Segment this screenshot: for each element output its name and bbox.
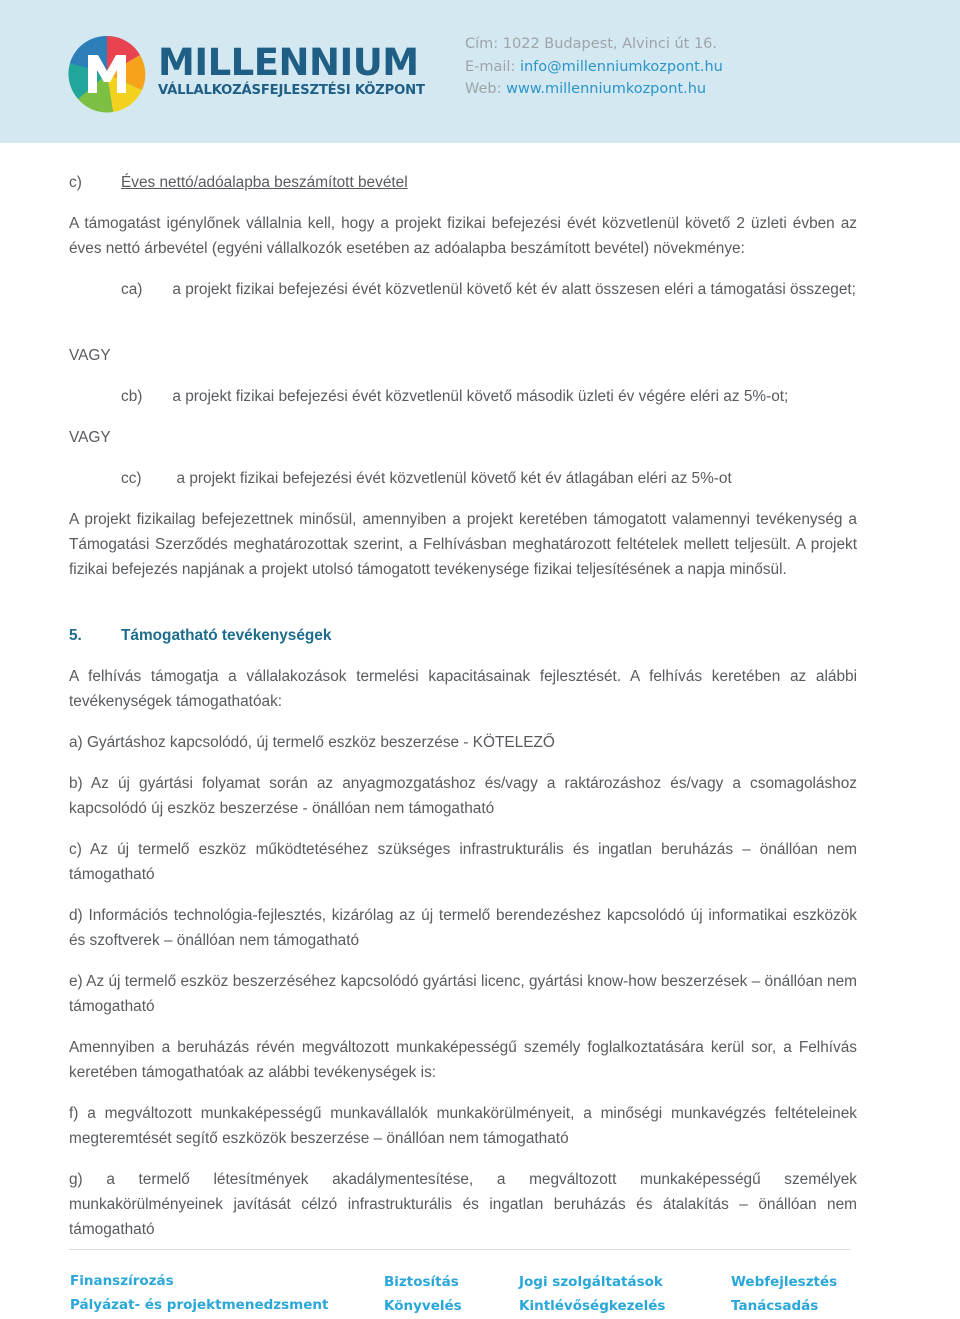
- web-line: [465, 78, 723, 101]
- option-ca-label: ca): [121, 281, 143, 298]
- option-cb: [121, 384, 857, 409]
- brand-subtitle: VÁLLALKOZÁSFEJLESZTÉSI KÖZPONT: [158, 83, 425, 98]
- option-ca: [121, 277, 857, 302]
- subsection-c-title: Éves nettó/adóalapba beszámított bevétel: [121, 174, 408, 191]
- activity-item-d: d) Információs technológia-fejlesztés, kizárólag az új termelő berendezéshez kapcsolódó új informatikai eszközök és szoftverek – önállóan nem támogatható: [69, 907, 857, 949]
- section-intro: A felhívás támogatja a vállalakozások termelési kapacitásainak fejlesztését. A felhívás keretében az alábbi tevékenységek támogathatóak:: [69, 668, 857, 710]
- web-label: Web:: [465, 81, 502, 97]
- section-title: Támogatható tevékenységek: [121, 627, 332, 644]
- option-cb-label: cb): [121, 388, 143, 405]
- or-separator: VAGY: [69, 429, 111, 446]
- footer-link-insurance[interactable]: Biztosítás: [384, 1274, 459, 1290]
- brand-name: MILLENNIUM: [158, 41, 419, 84]
- millennium-logo-icon: [68, 35, 146, 113]
- footer-link-web-development[interactable]: Webfejlesztés: [731, 1274, 838, 1290]
- footer-link-legal-services[interactable]: Jogi szolgáltatások: [519, 1274, 663, 1290]
- footer-link-project-management[interactable]: Pályázat- és projektmenedzsment: [70, 1297, 329, 1313]
- option-cc: [121, 466, 857, 491]
- section-heading: [69, 623, 332, 648]
- disability-intro: Amennyiben a beruházás révén megváltozott munkaképességű személy foglalkoztatására kerül sor, a Felhívás keretében támogathatóak az alábbi tevékenységek is:: [69, 1039, 857, 1081]
- subsection-c-label: c): [69, 174, 82, 191]
- activity-item-g: g) a termelő létesítmények akadálymentesítése, a megváltozott munkaképességű személyek munkakörülményeinek javítását célzó infrastrukturális és ingatlan beruházás és átalakítás – önállóan nem támogatható: [69, 1171, 857, 1238]
- footer-link-debt-collection[interactable]: Kintlévőségkezelés: [519, 1298, 666, 1314]
- address-line: [465, 33, 723, 56]
- email-label: E-mail:: [465, 58, 516, 75]
- activity-item-e: e) Az új termelő eszköz beszerzéséhez kapcsolódó gyártási licenc, gyártási know-how beszerzések – önállóan nem támogatható: [69, 973, 857, 1015]
- activity-item-c: c) Az új termelő eszköz működtetéséhez szükséges infrastrukturális és ingatlan beruházás – önállóan nem támogatható: [69, 841, 857, 883]
- section-number: 5.: [69, 627, 82, 644]
- footer-link-accounting[interactable]: Könyvelés: [384, 1298, 462, 1314]
- address-label: Cím:: [465, 36, 499, 52]
- email-link[interactable]: info@millenniumkozpont.hu: [519, 58, 723, 75]
- option-cc-label: cc): [121, 470, 142, 487]
- option-ca-text: ca) a projekt fizikai befejezési évét közvetlenül követő két év alatt összesen eléri a támogatási összeget;: [121, 281, 856, 298]
- activity-item-f: f) a megváltozott munkaképességű munkavállalók munkakörülményeit, a minőségi munkavégzés feltételeinek megteremtését segítő eszközök beszerzése – önállóan nem támogatható: [69, 1105, 857, 1147]
- footer-link-financing[interactable]: Finanszírozás: [70, 1273, 174, 1289]
- footer-link-consulting[interactable]: Tanácsadás: [731, 1298, 819, 1314]
- option-cc-text: a projekt fizikai befejezési évét közvetlenül követő két év átlagában eléri az 5%-ot: [176, 470, 732, 487]
- activity-item-b: b) Az új gyártási folyamat során az anyagmozgatáshoz és/vagy a raktározáshoz és/vagy a csomagoláshoz kapcsolódó új eszköz beszerzése - önállóan nem támogatható: [69, 775, 857, 817]
- address-value: 1022 Budapest, Alvinci út 16.: [502, 36, 718, 52]
- web-link[interactable]: www.millenniumkozpont.hu: [506, 81, 707, 97]
- footer-divider: [69, 1249, 850, 1250]
- page-header: [0, 0, 960, 143]
- or-separator: VAGY: [69, 347, 111, 364]
- option-cb-text: a projekt fizikai befejezési évét közvetlenül követő második üzleti év végére eléri az 5%-ot;: [172, 388, 789, 405]
- contact-block: [465, 33, 723, 101]
- email-line: [465, 56, 723, 79]
- subsection-c-intro: A támogatást igénylőnek vállalnia kell, hogy a projekt fizikai befejezési évét közvetlenül követő 2 üzleti évben az éves nettó árbevétel (egyéni vállalkozók esetében az adóalapba beszámított bevétel) növekménye:: [69, 215, 857, 257]
- activity-item-a: a) Gyártáshoz kapcsolódó, új termelő eszköz beszerzése - KÖTELEZŐ: [69, 734, 555, 751]
- completion-paragraph: A projekt fizikailag befejezettnek minősül, amennyiben a projekt keretében támogatott valamennyi tevékenység a Támogatási Szerződés meghatározottak szerint, a Felhívásban meghatározott feltételek mellett teljesült. A projekt fizikai befejezés napjának a projekt utolsó támogatott tevékenysége fizikai teljesítésének a napja minősül.: [69, 511, 857, 578]
